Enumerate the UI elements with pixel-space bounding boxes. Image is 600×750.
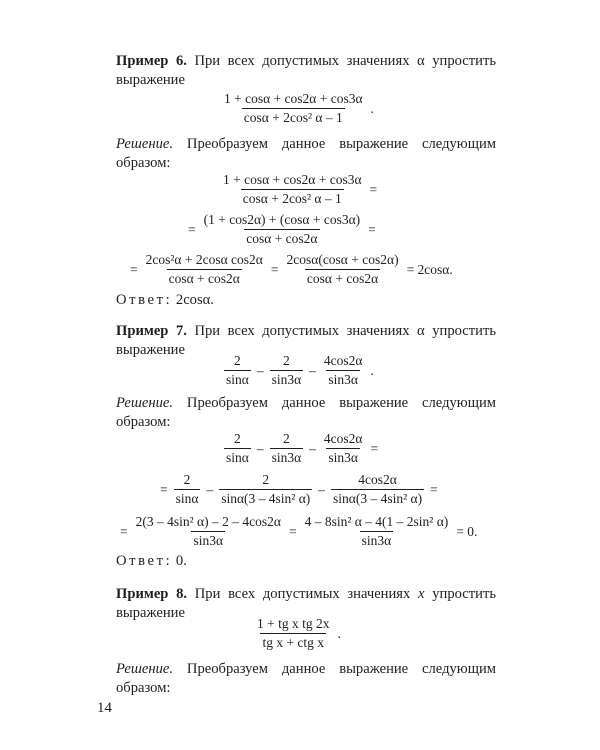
solution-label: Решение. xyxy=(116,395,174,411)
solution-label: Решение. xyxy=(116,136,174,152)
example-8-label: Пример 8. xyxy=(116,586,188,602)
fraction: $\frac{1 + \cos\alpha + \cos 2\alpha + \cos 3\alpha}{\text{cosα + 2cos² α – 1}}$ xyxy=(224,91,363,125)
example-6-step-3: = $\frac{\text{2cos²α + 2cosα cos2α}}{\cos\alpha + \cos 2\alpha}$ = $\frac{2\cos\alpha(\cos\alpha + \cos 2\alpha)}{\cos\alpha + \cos 2\alpha}$ = 2cosα. xyxy=(130,252,453,286)
example-8-statement: Пример 8. При всех допустимых значениях x упростить выражение xyxy=(116,586,496,621)
example-7-step-3: = $\frac{\text{2(3 – 4sin² α) – 2 – 4cos2α}}{\sin 3\alpha}$ = $\frac{\text{4 – 8sin² α – 4(1 – 2sin² α)}}{\sin 3\alpha}$ = 0. xyxy=(120,514,478,548)
fraction: $\frac{\text{1 + tg x tg 2x}}{\text{tg x + ctg x}}$ xyxy=(257,616,330,650)
fraction: $\frac{(1 + \cos 2\alpha) + (\cos\alpha + \cos 3\alpha)}{\cos\alpha + \cos 2\alpha}$ xyxy=(203,212,361,246)
example-6-step-2: = $\frac{(1 + \cos 2\alpha) + (\cos\alpha + \cos 3\alpha)}{\cos\alpha + \cos 2\alpha}$ = xyxy=(188,212,376,246)
example-6-step-1: $\frac{1 + \cos\alpha + \cos 2\alpha + \cos 3\alpha}{\text{cosα + 2cos² α – 1}}$ = xyxy=(223,172,378,206)
example-6-label: Пример 6. xyxy=(116,53,187,69)
solution-label: Решение. xyxy=(116,661,174,677)
example-7-expression: $\frac{2}{\sin\alpha}$ – $\frac{2}{\sin 3\alpha}$ – $\frac{4\cos 2\alpha}{\sin 3\alpha}$ . xyxy=(226,353,374,387)
fraction: $\frac{\text{2cos²α + 2cosα cos2α}}{\cos\alpha + \cos 2\alpha}$ xyxy=(145,252,263,286)
example-7-label: Пример 7. xyxy=(116,323,187,339)
example-7-step-2: = $\frac{2}{\sin\alpha}$ – $\frac{2}{\text{sinα(3 – 4sin² α)}}$ – $\frac{4\cos 2\alpha}{\text{sinα(3 – 4sin² α)}}$ = xyxy=(160,472,438,506)
example-8-expression: $\frac{\text{1 + tg x tg 2x}}{\text{tg x + ctg x}}$ . xyxy=(257,616,341,650)
example-7-solution-intro: Решение. Преобразуем данное выражение следующим образом: xyxy=(116,395,496,430)
example-7-step-1: $\frac{2}{\sin\alpha}$ – $\frac{2}{\sin 3\alpha}$ – $\frac{4\cos 2\alpha}{\sin 3\alpha}$ = xyxy=(226,431,379,465)
example-6-statement xyxy=(116,52,496,90)
example-8-solution-intro: Решение. Преобразуем данное выражение следующим образом: xyxy=(116,661,496,696)
fraction: $\frac{1 + \cos\alpha + \cos 2\alpha + \cos 3\alpha}{\text{cosα + 2cos² α – 1}}$ xyxy=(223,172,362,206)
page-number: 14 xyxy=(97,700,112,716)
example-6-expression: $\frac{1 + \cos\alpha + \cos 2\alpha + \cos 3\alpha}{\text{cosα + 2cos² α – 1}}$ . xyxy=(224,91,374,125)
example-7-answer: Ответ: 0. xyxy=(116,553,187,569)
example-6-text: При всех допустимых значениях α упростить выражение xyxy=(116,53,496,88)
example-7-statement: Пример 7. При всех допустимых значениях α упростить выражение xyxy=(116,323,496,358)
example-6-answer: Ответ: 2cosα. xyxy=(116,292,214,308)
fraction: $\frac{2\cos\alpha(\cos\alpha + \cos 2\alpha)}{\cos\alpha + \cos 2\alpha}$ xyxy=(286,252,399,286)
example-6-solution-intro: Решение. Преобразуем данное выражение следующим образом: xyxy=(116,136,496,171)
